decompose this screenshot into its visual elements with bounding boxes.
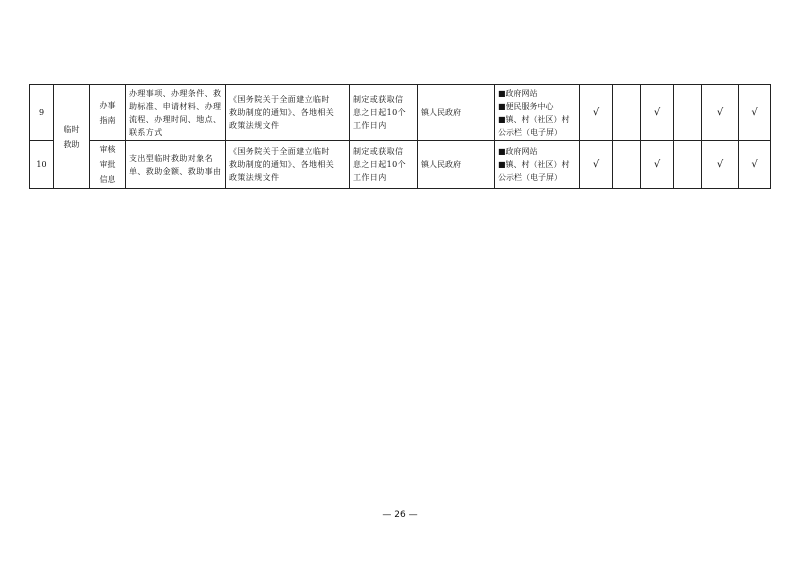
check-cell: √ (702, 85, 739, 141)
check-cell: √ (739, 85, 771, 141)
row-number: 10 (30, 141, 54, 189)
time-limit-cell (350, 85, 418, 141)
cell-line: 流程、办理时间、地点、 (129, 114, 222, 124)
subject-cell: 镇人民政府 (418, 141, 495, 189)
content-cell (126, 141, 226, 189)
cell-line: 工作日内 (353, 121, 387, 130)
cell-line: 工作日内 (353, 173, 387, 182)
cell-line: 助标准、申请材料、办理 (129, 101, 222, 111)
cell-line: 办理事项、办理条件、救 (129, 88, 222, 98)
cell-line: 制定或获取信 (353, 95, 404, 104)
cell-line: 《国务院关于全面建立临时 (229, 95, 330, 104)
content-cell (126, 85, 226, 141)
basis-cell (226, 141, 350, 189)
cell-line: 救助制度的通知》、各地相关 (229, 160, 335, 169)
disclosure-table (29, 84, 771, 189)
cell-line: ■政府网站 (498, 147, 538, 156)
cell-line: ■镇、村（社区）村 (498, 114, 570, 124)
category-cell (54, 85, 90, 189)
page-number: — 26 — (382, 510, 418, 520)
cell-line: 息之日起10个 (353, 160, 406, 169)
cell-line: 联系方式 (129, 127, 163, 137)
check-cell: √ (641, 141, 674, 189)
check-cell (613, 85, 641, 141)
time-limit-cell (350, 141, 418, 189)
check-cell: √ (580, 141, 613, 189)
cell-line: 支出型临时救助对象名 (129, 153, 213, 163)
cell-text: 临时救助 (63, 124, 80, 149)
cell-line: 政策法规文件 (229, 121, 280, 130)
channel-cell (495, 85, 580, 141)
item-cell (90, 85, 126, 141)
check-cell (674, 85, 702, 141)
cell-line: 公示栏（电子屏） (498, 173, 562, 182)
check-cell: √ (641, 85, 674, 141)
cell-line: ■便民服务中心 (498, 101, 554, 111)
cell-line: 政策法规文件 (229, 173, 280, 182)
check-cell (674, 141, 702, 189)
cell-line: 单、救助金额、救助事由 (129, 166, 222, 176)
item-cell (90, 141, 126, 189)
cell-line: 救助制度的通知》、各地相关 (229, 108, 335, 117)
cell-line: ■镇、村（社区）村 (498, 160, 570, 169)
channel-cell (495, 141, 580, 189)
cell-text: 办事指南 (99, 100, 116, 125)
cell-line: ■政府网站 (498, 88, 538, 98)
check-cell (613, 141, 641, 189)
table-row (30, 141, 771, 189)
cell-text: 审核审批信息 (99, 145, 116, 184)
check-cell: √ (580, 85, 613, 141)
basis-cell (226, 85, 350, 141)
cell-line: 《国务院关于全面建立临时 (229, 147, 330, 156)
cell-line: 制定或获取信 (353, 147, 404, 156)
row-number: 9 (30, 85, 54, 141)
table-row (30, 85, 771, 141)
table-body (30, 85, 771, 189)
cell-line: 公示栏（电子屏） (498, 127, 562, 137)
check-cell: √ (702, 141, 739, 189)
subject-cell: 镇人民政府 (418, 85, 495, 141)
cell-line: 息之日起10个 (353, 108, 406, 117)
check-cell: √ (739, 141, 771, 189)
